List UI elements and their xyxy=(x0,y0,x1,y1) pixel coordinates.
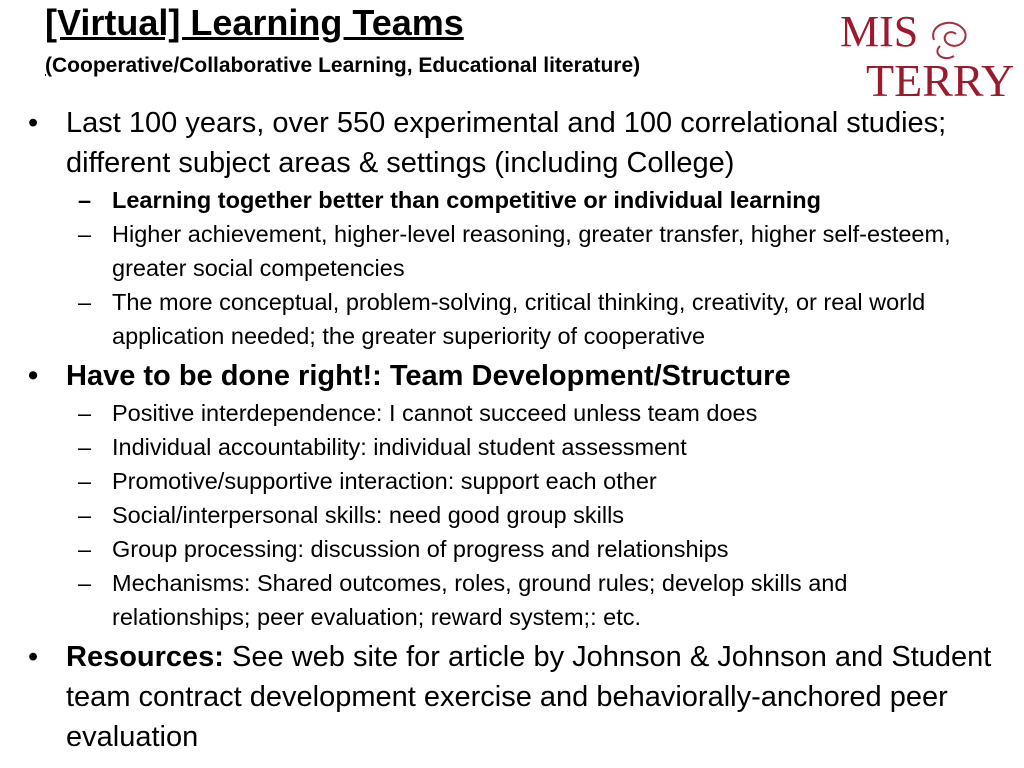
slide-title: [Virtual] Learning Teams xyxy=(45,2,464,43)
logo-line1: MIS xyxy=(840,7,919,56)
dash-icon: – xyxy=(78,187,92,213)
bullet-item xyxy=(0,637,996,757)
sub-bullet-item xyxy=(0,498,972,532)
sub-bullet-text: Higher achievement, higher-level reasoning, greater transfer, higher self-esteem, greater social competencies xyxy=(112,221,951,281)
sub-bullet-text: Individual accountability: individual student assessment xyxy=(112,434,687,460)
bullet-dot-icon: • xyxy=(28,107,39,139)
sub-bullet-item xyxy=(0,183,972,217)
sub-bullet-item xyxy=(0,566,972,634)
sub-bullet-text: Group processing: discussion of progress and relationships xyxy=(112,536,729,562)
sub-bullet-item xyxy=(0,396,972,430)
mis-terry-logo xyxy=(836,2,1020,102)
bullet-text: Last 100 years, over 550 experimental and 100 correlational studies; different subject areas & settings (including College) xyxy=(66,107,947,179)
sub-bullet-text: Learning together better than competitive or individual learning xyxy=(112,187,822,213)
bullet-item xyxy=(0,356,996,396)
subtitle-text: Cooperative/Collaborative Learning, Educational literature) xyxy=(52,54,641,77)
bullet-text: Have to be done right!: Team Development/Structure xyxy=(66,360,791,392)
bullet-dot-icon: • xyxy=(28,360,39,392)
dash-icon: – xyxy=(78,570,92,596)
sub-bullet-item xyxy=(0,430,972,464)
sub-bullet-item xyxy=(0,217,972,285)
sub-bullet-item xyxy=(0,532,972,566)
sub-bullet-text: Promotive/supportive interaction: support each other xyxy=(112,468,657,494)
dash-icon: – xyxy=(78,536,92,562)
sub-bullet-text: Positive interdependence: I cannot succeed unless team does xyxy=(112,400,758,426)
sub-bullet-text: Social/interpersonal skills: need good group skills xyxy=(112,502,625,528)
dash-icon: – xyxy=(78,468,92,494)
bullet-list xyxy=(0,100,1024,757)
bullet-lead: Resources: xyxy=(66,641,224,673)
dash-icon: – xyxy=(78,434,92,460)
dash-icon: – xyxy=(78,289,92,315)
sub-bullet-text: The more conceptual, problem-solving, critical thinking, creativity, or real world application needed; the greater superiority of cooperative xyxy=(112,289,926,349)
sub-bullet-item xyxy=(0,285,972,353)
bullet-dot-icon: • xyxy=(28,641,39,673)
dash-icon: – xyxy=(78,221,92,247)
subtitle-paren: ( xyxy=(45,54,52,77)
slide-subtitle xyxy=(45,52,640,80)
logo-line2: TERRY xyxy=(866,55,1015,102)
dash-icon: – xyxy=(78,502,92,528)
bullet-text: See web site for article by Johnson & Johnson and Student team contract development exercise and behaviorally-anchored peer evaluation xyxy=(66,641,992,753)
sub-bullet-item xyxy=(0,464,972,498)
dash-icon: – xyxy=(78,400,92,426)
sub-bullet-text: Mechanisms: Shared outcomes, roles, ground rules; develop skills and relationships; peer evaluation; reward system;: etc. xyxy=(112,570,848,630)
bullet-item xyxy=(0,103,996,183)
